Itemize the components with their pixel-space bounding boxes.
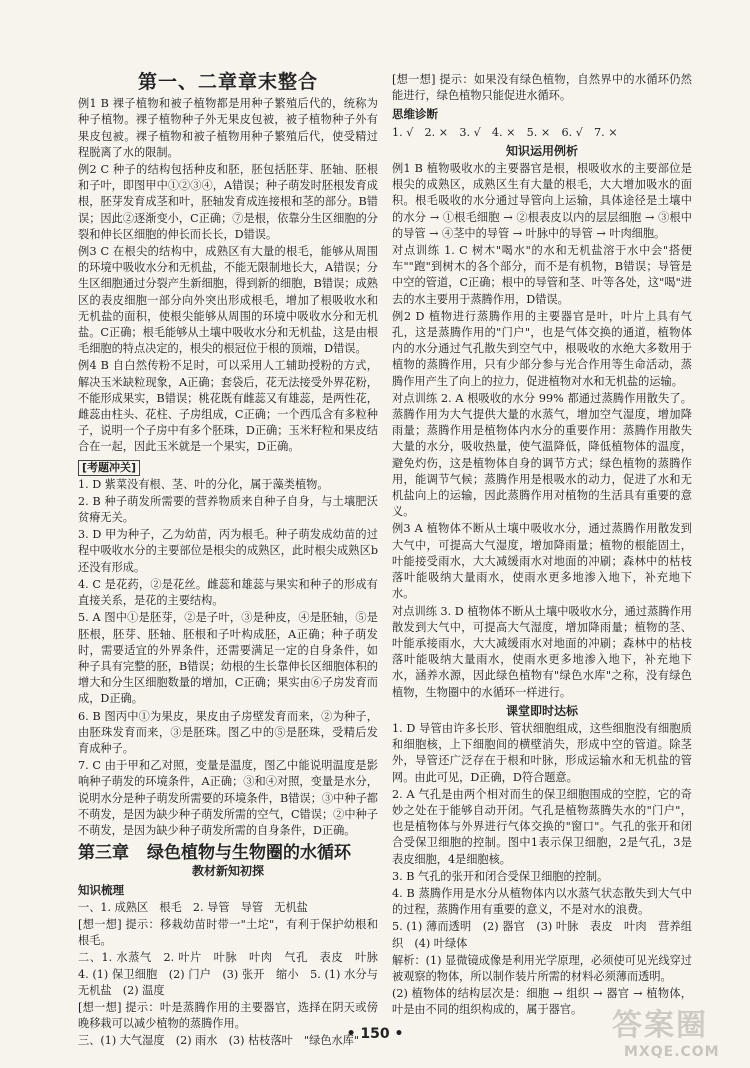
example-3: 例3 C 在根尖的结构中，成熟区有大量的根毛，能够从周围的环境中吸收水分和无机盐，不能无限制地长大，A错误；分生区细胞通过分裂产生新细胞，得到新的细胞，B错误；成熟区的表皮细胞一部分向外突出形成根毛，增加了根吸收水和无机盐的面积，使根尖能够从周围的环境中吸收水分和无机盐。C正确；根毛能够从土壤中吸收水分和无机盐，这是由根毛细胞的特点决定的，根尖的根冠位于根的顶端，D错误。 [78,245,378,356]
apply-example-3: 例3 A 植物体不断从土壤中吸收水分，通过蒸腾作用散发到大气中，可提高大气湿度，增加降雨量；植物的根能固土，叶能接受雨水，大大减缓雨水对地面的冲刷；森林中的枯枝落叶能吸纳大量雨水，使雨水更多地渗入地下，补充地下水。 [392,522,692,601]
class-answer-2: 2. A 气孔是由两个相对而生的保卫细胞围成的空腔，它的奇妙之处在于能够自动开闭。气孔是植物蒸腾失水的"门户"，也是植物体与外界进行气体交换的"窗口"。气孔的张开和闭合受保卫细胞的控制。图中1表示保卫细胞，2是气孔，3是表皮细胞，4是细胞核。 [392,787,692,866]
example-2: 例2 C 种子的结构包括种皮和胚，胚包括胚芽、胚轴、胚根和子叶，即图甲中①②③④，A错误；种子萌发时胚根发育成根，胚芽发育成茎和叶，胚轴发育成连接根和茎的部分。B错误；因此②逐渐变小，C正确；⑦是根，依靠分生区细胞的分裂和伸长区细胞的伸长而长长，D错误。 [78,163,378,241]
exam-answer-5: 5. A 图中①是胚芽，②是子叶，③是种皮，④是胚轴，⑤是胚根，胚芽、胚轴、胚根和子叶构成胚，A正确；种子萌发时，需要适宜的外界条件，还需要满足一定的自身条件，如种子具有完整的胚，B错误；幼根的生长靠伸长区细胞体积的增大和分生区细胞数量的增加，C正确；果实由⑥子房发育而成，D正确。 [78,611,378,706]
left-column [78,71,390,1051]
analysis-2: (2) 植物体的结构层次是：细胞 → 组织 → 器官 → 植物体，叶是由不同的组织构成的，属于器官。 [392,987,692,1017]
class-answer-5: 5. (1) 薄而透明 (2) 器官 (3) 叶脉 表皮 叶肉 营养组织 (4) 叶绿体 [392,920,692,950]
drill-3: 对点训练 3. D 植物体不断从土壤中吸收水分，通过蒸腾作用散发到大气中，可提高大气湿度，增加降雨量；植物的茎、叶能承接雨水，大大减缓雨水对地面的冲刷；森林中的枯枝落叶能吸纳大量雨水，使雨水更多地渗入地下，补充地下水，涵养水源，因此绿色植物有"绿色水库"之称，没有绿色植物，生物圈中的水循环一样进行。 [392,604,692,699]
think-top: [想一想] 提示：如果没有绿色植物，自然界中的水循环仍然能进行，绿色植物只能促进水循环。 [392,73,692,103]
think-1: [想一想] 提示：移栽幼苗时带一"土坨"，有利于保护幼根和根毛。 [78,917,378,948]
exam-answer-3: 3. D 甲为种子，乙为幼苗，丙为根毛。种子萌发成幼苗的过程中吸收水分的主要部位是根尖的成熟区，此时根尖成熟区b还没有形成。 [78,528,378,574]
diagnosis-answers: 1. √ 2. × 3. √ 4. × 5. × 6. √ 7. × [392,125,618,139]
exam-answer-2: 2. B 种子萌发所需要的营养物质来自种子自身，与土壤肥沃贫瘠无关。 [78,494,378,525]
apply-example-1: 例1 B 植物吸收水的主要器官是根，根吸收水的主要部位是根尖的成熟区，成熟区生有大量的根毛，大大增加吸水的面积。根毛吸收的水分通过导管向上运输，具体途径是土壤中的水分 → ①根毛细胞 → ②根表皮以内的层层细胞 → ③根中的导管 → ④茎中的导管 → 叶脉中的导管 → 叶肉细胞。 [392,162,692,240]
exam-label: [考题冲关] [78,460,140,476]
class-label: 课堂即时达标 [505,703,578,718]
section-title: 第一、二章章末整合 [137,71,318,93]
class-answer-1: 1. D 导管由许多长形、管状细胞组成，这些细胞没有细胞质和细胞核，上下细胞间的横壁消失，形成中空的管道。除茎外，导管还广泛存在于根和叶脉，形成运输水和无机盐的管网。由此可见，D正确，D符合题意。 [392,721,692,784]
knowledge-1: 一、1. 成熟区 根毛 2. 导管 导管 无机盐 [78,900,308,914]
exam-answer-1: 1. D 紫菜没有根、茎、叶的分化，属于藻类植物。 [78,477,329,491]
site-watermark-logo [612,1000,742,1060]
apply-label: 知识运用例析 [505,143,578,158]
drill-1: 对点训练 1. C 树木"喝水"的水和无机盐溶于水中会"搭便车""跑"到树木的各个部分，而不是有机物，B错误；导管是中空的管道，C正确；根中的导管和茎、叶等各处，这"喝"进去的水主要用于蒸腾作用，D错误。 [392,244,692,306]
watermark-line-2: MXQE.COM [624,1044,720,1060]
class-answer-3: 3. B 气孔的张开和闭合受保卫细胞的控制。 [392,869,609,883]
example-1: 例1 B 裸子植物和被子植物都是用种子繁殖后代的，统称为种子植物。裸子植物种子外无果皮包被，被子植物种子外有果皮包被。裸子植物和被子植物用种子繁殖后代，使受精过程脱离了水的限制。 [78,97,378,159]
think-2: [想一想] 提示：叶是蒸腾作用的主要器官，选择在阴天或傍晚移栽可以减少植物的蒸腾作用。 [78,1000,378,1031]
exam-answer-6: 6. B 图丙中①为果皮，果皮由子房壁发育而来，②为种子，由胚珠发育而来，③是胚珠。图乙中的⑤是胚珠，受精后发育成种子。 [78,709,378,755]
diagnosis-label: 思维诊断 [392,107,438,122]
right-column [392,72,692,1020]
exam-answer-7: 7. C 由于甲和乙对照，变量是温度，图乙中能说明温度是影响种子萌发的环境条件，A正确；③和④对照，变量是水分，说明水分是种子萌发所需要的环境条件，B错误；③中种子都不萌发，是因为缺少种子萌发所需的空气，C错误；②中种子不萌发，是因为缺少种子萌发所需的自身条件，D正确。 [78,759,378,837]
chapter-number: 第三章 [78,843,129,864]
apply-example-2: 例2 D 植物进行蒸腾作用的主要器官是叶，叶片上具有气孔，这是蒸腾作用的"门户"，也是气体交换的通道，植物体内的水分通过气孔散失到空气中，根吸收的水绝大多数用于植物的蒸腾作用，只有少部分参与光合作用等生命活动，蒸腾作用产生了向上的拉力，促进植物对水和无机盐的运输。 [392,309,692,388]
teach-label: 教材新知初探 [191,864,264,879]
drill-2: 对点训练 2. A 根吸收的水分 99% 都通过蒸腾作用散失了。蒸腾作用为大气提供大量的水蒸气，增加空气湿度，增加降雨量；蒸腾作用是植物体内水分的重要作用：蒸腾作用散失大量的水分，吸收热量，使气温降低，降低植物体的温度，避免灼伤，这是植物体自身的调节方式；绿色植物的蒸腾作用，能调节气候；蒸腾作用是根吸水的动力，促进了水和无机盐向上的运输，因此蒸腾作用对植物的生活具有重要的意义。 [392,391,692,519]
exam-answer-4: 4. C 是花药，②是花丝。雌蕊和雄蕊与果实和种子的形成有直接关系，是花的主要结构。 [78,577,378,608]
chapter-title: 绿色植物与生物圈的水循环 [147,843,351,864]
chapter-heading [78,843,378,864]
class-answer-4: 4. B 蒸腾作用是水分从植物体内以水蒸气状态散失到大气中的过程，蒸腾作用有重要的意义，不是对水的浪费。 [392,886,692,917]
knowledge-label: 知识梳理 [78,882,124,897]
page-number: • 150 • [346,1026,404,1042]
example-4: 例4 B 自白然传粉不足时，可以采用人工辅助授粉的方式，解决玉米缺粒现象，A正确；套袋后，花无法接受外界花粉，不能形成果实，B错误；桃花既有雌蕊又有雄蕊，是两性花，雌蕊由柱头、花柱、子房组成，C正确；一个西瓜含有多粒种子，说明一个子房中有多个胚珠，D正确；玉米籽粒和果皮结合在一起，因此玉米就是一个果实，D正确。 [78,359,378,454]
analysis-1: 解析：(1) 显微镜成像是利用光学原理，必须使可见光线穿过被观察的物体，所以制作装片所需的材料必须薄而透明。 [392,953,692,983]
knowledge-2: 二、1. 水蒸气 2. 叶片 叶脉 叶肉 气孔 表皮 叶脉 4. (1) 保卫细胞 (2) 门户 (3) 张开 缩小 5. (1) 水分与无机盐 (2) 温度 [78,951,390,997]
knowledge-3: 三、(1) 大气湿度 (2) 雨水 (3) 枯枝落叶 "绿色水库" [78,1034,360,1048]
watermark-line-1: 答案圈 [612,1008,708,1043]
